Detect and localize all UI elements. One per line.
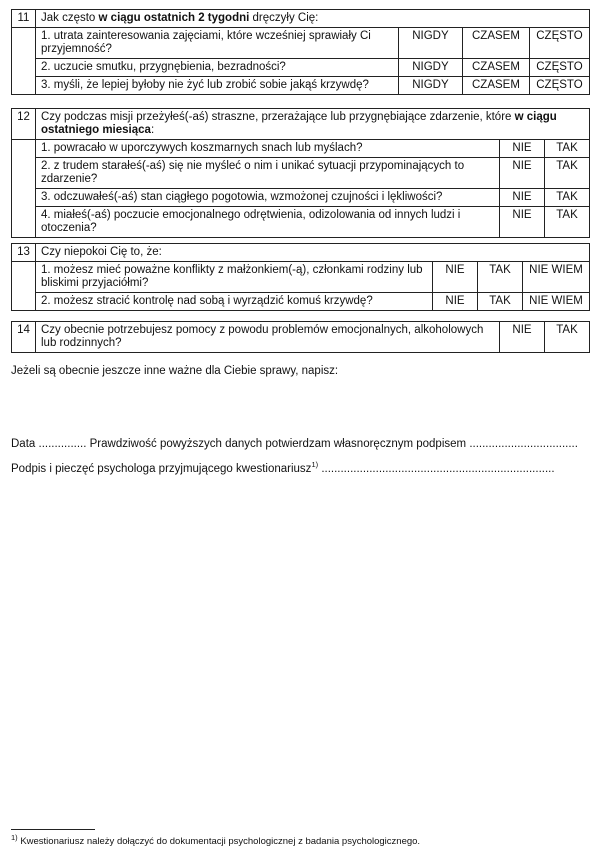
- option-czasem[interactable]: CZASEM: [462, 77, 529, 95]
- question-11-table: [11, 9, 590, 95]
- option-czesto[interactable]: CZĘSTO: [529, 77, 589, 95]
- option-nie[interactable]: NIE: [433, 262, 478, 293]
- question-12-item-1: 1. powracało w uporczywych koszmarnych snach lub myślach?: [36, 140, 500, 158]
- footnote: [11, 832, 421, 848]
- option-nie-wiem[interactable]: NIE WIEM: [523, 293, 590, 311]
- option-nigdy[interactable]: NIGDY: [398, 59, 462, 77]
- option-nie[interactable]: NIE: [499, 207, 544, 238]
- option-nie-wiem[interactable]: NIE WIEM: [523, 262, 590, 293]
- option-nie[interactable]: NIE: [500, 322, 545, 353]
- psychologist-signature-field[interactable]: .........................................................................: [321, 463, 555, 475]
- question-13-title: Czy niepokoi Cię to, że:: [36, 244, 590, 262]
- psychologist-label: Podpis i pieczęć psychologa przyjmującego kwestionariusz: [11, 463, 312, 475]
- question-number: 12: [12, 109, 36, 140]
- option-czesto[interactable]: CZĘSTO: [529, 59, 589, 77]
- question-12-table: [11, 108, 590, 238]
- question-13-table: [11, 243, 590, 311]
- option-tak[interactable]: TAK: [544, 158, 589, 189]
- option-nie[interactable]: NIE: [433, 293, 478, 311]
- footnote-text: Kwestionariusz należy dołączyć do dokumentacji psychologicznej z badania psychologicznego.: [20, 836, 421, 847]
- option-tak[interactable]: TAK: [544, 207, 589, 238]
- question-14-table: [11, 321, 590, 353]
- other-matters-prompt: Jeżeli są obecnie jeszcze inne ważne dla Ciebie sprawy, napisz:: [11, 365, 339, 377]
- question-11-item-1: 1. utrata zainteresowania zajęciami, które wcześniej sprawiały Ci przyjemność?: [36, 28, 399, 59]
- question-12-item-3: 3. odczuwałeś(-aś) stan ciągłego pogotowia, wzmożonej czujności i lękliwości?: [36, 189, 500, 207]
- question-12-title: Czy podczas misji przeżyłeś(-aś) straszne, przerażające lub przygnębiające zdarzenie, które w ciągu ostatniego miesiąca:: [36, 109, 590, 140]
- option-tak[interactable]: TAK: [478, 262, 523, 293]
- footnote-mark: 1): [11, 832, 18, 842]
- date-label: Data: [11, 438, 36, 450]
- option-czasem[interactable]: CZASEM: [462, 59, 529, 77]
- question-13-item-2: 2. możesz stracić kontrolę nad sobą i wyrządzić komuś krzywdę?: [36, 293, 433, 311]
- option-nie[interactable]: NIE: [499, 158, 544, 189]
- option-nie[interactable]: NIE: [499, 189, 544, 207]
- question-11-item-2: 2. uczucie smutku, przygnębienia, bezradności?: [36, 59, 399, 77]
- question-number: 11: [12, 10, 36, 28]
- question-11-item-3: 3. myśli, że lepiej byłoby nie żyć lub zrobić sobie jakąś krzywdę?: [36, 77, 399, 95]
- question-number: 14: [12, 322, 36, 353]
- option-tak[interactable]: TAK: [478, 293, 523, 311]
- footnote-ref: 1): [311, 460, 319, 470]
- option-nie[interactable]: NIE: [499, 140, 544, 158]
- date-field[interactable]: ...............: [38, 438, 87, 450]
- signature-line: [11, 437, 578, 451]
- question-number: 13: [12, 244, 36, 262]
- option-tak[interactable]: TAK: [544, 140, 589, 158]
- confirm-text: Prawdziwość powyższych danych potwierdzam własnoręcznym podpisem: [89, 438, 467, 450]
- question-12-item-4: 4. miałeś(-aś) poczucie emocjonalnego odrętwienia, odizolowania od innych ludzi i otoczenia?: [36, 207, 500, 238]
- question-13-item-1: 1. możesz mieć poważne konflikty z małżonkiem(-ą), członkami rodziny lub bliskimi przyjaciółmi?: [36, 262, 433, 293]
- option-czesto[interactable]: CZĘSTO: [529, 28, 589, 59]
- option-czasem[interactable]: CZASEM: [462, 28, 529, 59]
- signature-field[interactable]: ..................................: [469, 438, 578, 450]
- question-11-title: Jak często w ciągu ostatnich 2 tygodni dręczyły Cię:: [36, 10, 590, 28]
- option-nigdy[interactable]: NIGDY: [398, 28, 462, 59]
- option-tak[interactable]: TAK: [545, 322, 590, 353]
- option-nigdy[interactable]: NIGDY: [398, 77, 462, 95]
- footnote-divider: [11, 829, 95, 830]
- question-12-item-2: 2. z trudem starałeś(-aś) się nie myśleć o nim i unikać sytuacji przypominających to zdarzenie?: [36, 158, 500, 189]
- option-tak[interactable]: TAK: [544, 189, 589, 207]
- question-14-title: Czy obecnie potrzebujesz pomocy z powodu problemów emocjonalnych, alkoholowych lub rodzinnych?: [36, 322, 500, 353]
- psychologist-signature-line: [11, 462, 555, 476]
